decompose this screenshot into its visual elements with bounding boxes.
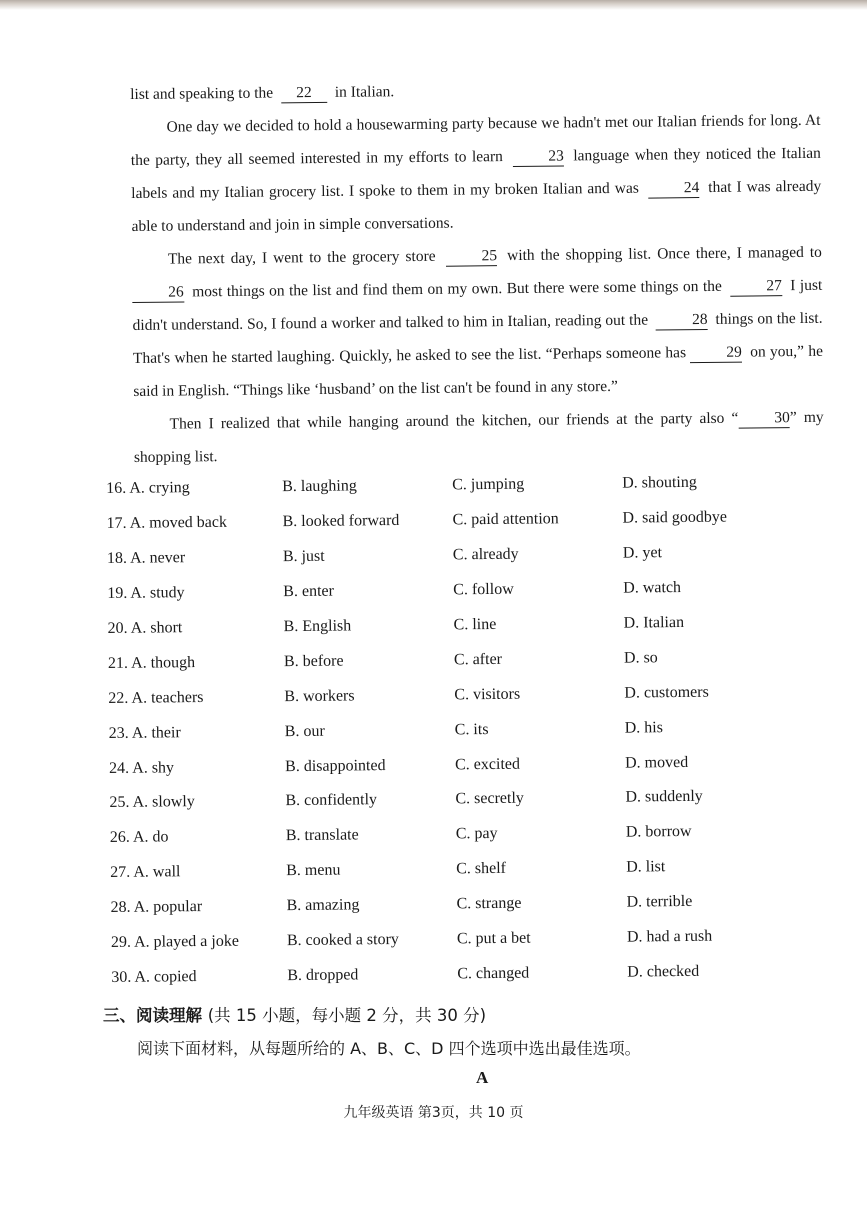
blank-28: 28	[656, 311, 708, 331]
option-c: C. strange	[456, 894, 522, 913]
option-d: D. moved	[624, 753, 689, 772]
part-label: A	[476, 1068, 489, 1087]
option-c: C. jumping	[452, 476, 525, 494]
option-c: C. secretly	[455, 790, 524, 808]
option-d: D. Italian	[623, 613, 685, 632]
option-b: B. disappointed	[285, 756, 386, 775]
cloze-passage	[130, 71, 824, 474]
option-b: B. our	[284, 722, 325, 740]
answer-options	[106, 464, 831, 995]
option-d: D. said goodbye	[622, 508, 728, 527]
option-b: B. translate	[285, 826, 359, 845]
option-a: 23. A. their	[108, 723, 181, 742]
option-d: D. customers	[624, 683, 709, 702]
passage-text: Then I realized that while hanging around the kitchen, our friends at the party also “	[169, 409, 739, 433]
page-footer: 九年级英语 第3页，共 10 页	[343, 1105, 524, 1121]
passage-text: list and speaking to the	[130, 84, 274, 103]
option-b: B. looked forward	[282, 512, 400, 531]
option-a: 18. A. never	[106, 549, 186, 568]
passage-paragraph-2	[130, 104, 821, 243]
passage-text: in Italian.	[334, 83, 395, 101]
blank-23: 23	[512, 147, 564, 167]
passage-text: ” my shopping list.	[133, 408, 824, 466]
option-a: 17. A. moved back	[106, 514, 228, 533]
option-a: 22. A. teachers	[108, 688, 204, 707]
option-c: C. paid attention	[452, 510, 559, 529]
passage-text: The next day, I went to the grocery store	[167, 247, 436, 268]
option-c: C. line	[453, 615, 497, 634]
option-b: B. menu	[286, 861, 341, 880]
section-instruction: 阅读下面材料，从每题所给的 A、B、C、D 四个选项中选出最佳选项。	[137, 1039, 641, 1058]
passage-text: I just didn't understand. So, I found a worker and talked to him in Italian, reading out the	[132, 276, 823, 334]
blank-26: 26	[132, 283, 184, 303]
option-c: C. pay	[455, 825, 498, 843]
option-c: C. already	[452, 545, 519, 564]
option-d: D. borrow	[625, 823, 692, 841]
option-d: D. so	[623, 649, 658, 667]
option-b: B. just	[282, 547, 325, 566]
option-b: B. cooked a story	[286, 930, 399, 950]
blank-22: 22	[281, 84, 327, 103]
passage-text: with the shopping list. Once there, I managed to	[506, 243, 822, 265]
option-a: 21. A. though	[107, 653, 196, 672]
blank-27: 27	[730, 277, 782, 297]
option-d: D. watch	[623, 579, 682, 597]
blank-29: 29	[690, 344, 742, 364]
option-d: D. terrible	[626, 893, 693, 911]
option-a: 29. A. played a joke	[110, 932, 239, 951]
option-b: B. confidently	[285, 791, 378, 810]
option-a: 24. A. shy	[109, 758, 175, 777]
scan-top-edge	[0, 0, 867, 10]
option-a: 19. A. study	[107, 584, 185, 603]
option-b: B. before	[283, 652, 344, 671]
passage-text: things on the list. That's when he started laughing. Quickly, he asked to see the list. “Perhaps someone has	[132, 309, 823, 367]
option-c: C. shelf	[456, 860, 507, 878]
option-d: D. shouting	[622, 474, 697, 493]
blank-30: 30	[738, 409, 790, 429]
option-d: D. suddenly	[625, 788, 703, 807]
question-row-30	[111, 953, 831, 995]
option-a: 28. A. popular	[110, 898, 203, 917]
option-c: C. its	[454, 720, 489, 739]
option-a: 16. A. crying	[106, 479, 190, 498]
option-c: C. changed	[457, 964, 530, 983]
option-b: B. enter	[283, 582, 335, 601]
option-d: D. had a rush	[626, 927, 713, 946]
passage-text: that I was already able to understand and join in simple conversations.	[131, 177, 822, 235]
option-a: 27. A. wall	[110, 863, 181, 882]
option-b: B. dropped	[287, 966, 359, 985]
option-b: B. workers	[284, 687, 355, 705]
option-b: B. English	[283, 617, 352, 636]
option-c: C. put a bet	[456, 929, 531, 948]
option-c: C. excited	[454, 755, 521, 773]
passage-text: most things on the list and find them on my own. But there were some things on the	[192, 277, 722, 301]
option-d: D. his	[624, 718, 664, 737]
option-d: D. list	[626, 858, 666, 876]
option-c: C. visitors	[454, 685, 521, 704]
option-a: 30. A. copied	[111, 967, 197, 986]
option-d: D. yet	[622, 544, 663, 562]
passage-paragraph-4	[133, 401, 824, 474]
option-c: C. follow	[453, 580, 514, 599]
option-a: 26. A. do	[109, 828, 169, 847]
passage-text: on you,” he said in English. “Things like ‘husband’ on the list can't be found in any store.”	[133, 342, 824, 400]
option-a: 20. A. short	[107, 619, 183, 637]
passage-paragraph-3	[132, 236, 824, 408]
option-c: C. after	[453, 650, 503, 669]
option-a: 25. A. slowly	[109, 793, 195, 812]
option-b: B. amazing	[286, 896, 360, 915]
option-d: D. checked	[627, 962, 700, 981]
section-heading	[103, 1002, 486, 1026]
blank-24: 24	[648, 179, 700, 199]
section-subtitle: (共 15 小题，每小题 2 分，共 30 分)	[207, 1006, 487, 1025]
passage-text: One day we decided to hold a housewarming party because we hadn't met our Italian friends for long. At the party, they all seemed interested in my efforts to learn	[130, 111, 821, 169]
option-b: B. laughing	[282, 477, 357, 496]
blank-25: 25	[445, 247, 497, 267]
section-title: 三、阅读理解	[103, 1006, 202, 1025]
passage-text: language when they noticed the Italian labels and my Italian grocery list. I spoke to them in my broken Italian and was	[131, 144, 821, 202]
